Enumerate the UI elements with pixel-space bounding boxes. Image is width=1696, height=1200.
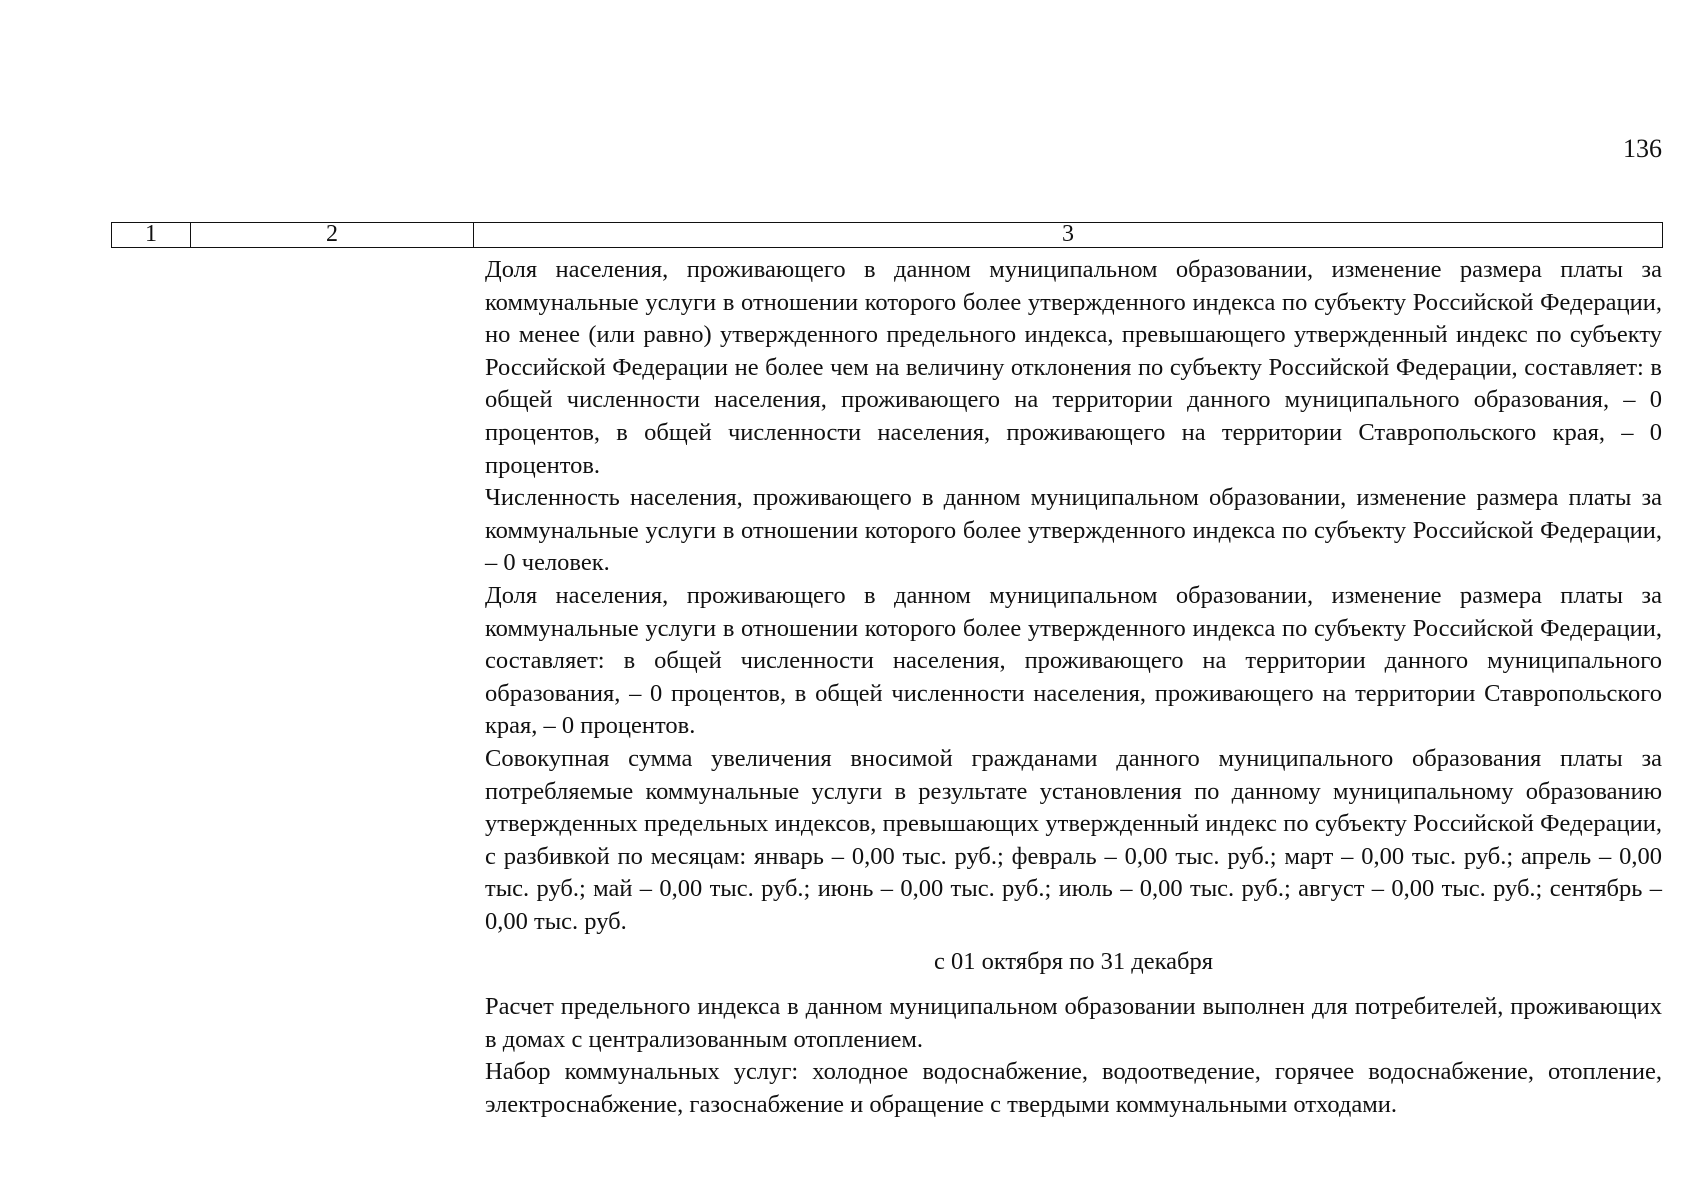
table-header-col-1: 1	[112, 223, 191, 247]
table-header-col-2: 2	[191, 223, 474, 247]
paragraph-population-share-within-limit: Доля населения, проживающего в данном муниципальном образовании, изменение размера платы за коммунальные услуги в отношении которого более утвержденного индекса по субъекту Российской Федерации, но менее (или равно) утвержденного предельного индекса, превышающего утвержденный индекс по субъекту Российской Федерации не более чем на величину отклонения по субъекту Российской Федерации, составляет: в общей численности населения, проживающего на территории данного муниципального образования, – 0 процентов, в общей численности населения, проживающего на территории Ставропольского края, – 0 процентов.	[485, 256, 1662, 479]
table-header-row	[111, 222, 1663, 248]
period-subheading: с 01 октября по 31 декабря	[933, 948, 1214, 976]
paragraph-population-count-above-index: Численность населения, проживающего в данном муниципальном образовании, изменение размера платы за коммунальные услуги в отношении которого более утвержденного индекса по субъекту Российской Федерации, – 0 человек.	[485, 484, 1662, 577]
document-body	[485, 254, 1662, 1121]
paragraph-total-payment-increase: Совокупная сумма увеличения вносимой гражданами данного муниципального образования платы за потребляемые коммунальные услуги в результате установления по данному муниципальному образованию утвержденных предельных индексов, превышающих утвержденный индекс по субъекту Российской Федерации, с разбивкой по месяцам: январь – 0,00 тыс. руб.; февраль – 0,00 тыс. руб.; март – 0,00 тыс. руб.; апрель – 0,00 тыс. руб.; май – 0,00 тыс. руб.; июнь – 0,00 тыс. руб.; июль – 0,00 тыс. руб.; август – 0,00 тыс. руб.; сентябрь – 0,00 тыс. руб.	[485, 744, 1662, 935]
table-header-col-3: 3	[1062, 221, 1074, 247]
paragraph-index-calculation: Расчет предельного индекса в данном муниципальном образовании выполнен для потребителей, проживающих в домах с централизованным отоплением.	[485, 993, 1662, 1053]
paragraph-utility-services-set: Набор коммунальных услуг: холодное водоснабжение, водоотведение, горячее водоснабжение, отопление, электроснабжение, газоснабжение и обращение с твердыми коммунальными отходами.	[485, 1058, 1662, 1118]
page-number: 136	[1623, 134, 1662, 163]
paragraph-population-share-above-index: Доля населения, проживающего в данном муниципальном образовании, изменение размера платы за коммунальные услуги в отношении которого более утвержденного индекса по субъекту Российской Федерации, составляет: в общей численности населения, проживающего на территории данного муниципального образования, – 0 процентов, в общей численности населения, проживающего на территории Ставропольского края, – 0 процентов.	[485, 581, 1662, 740]
